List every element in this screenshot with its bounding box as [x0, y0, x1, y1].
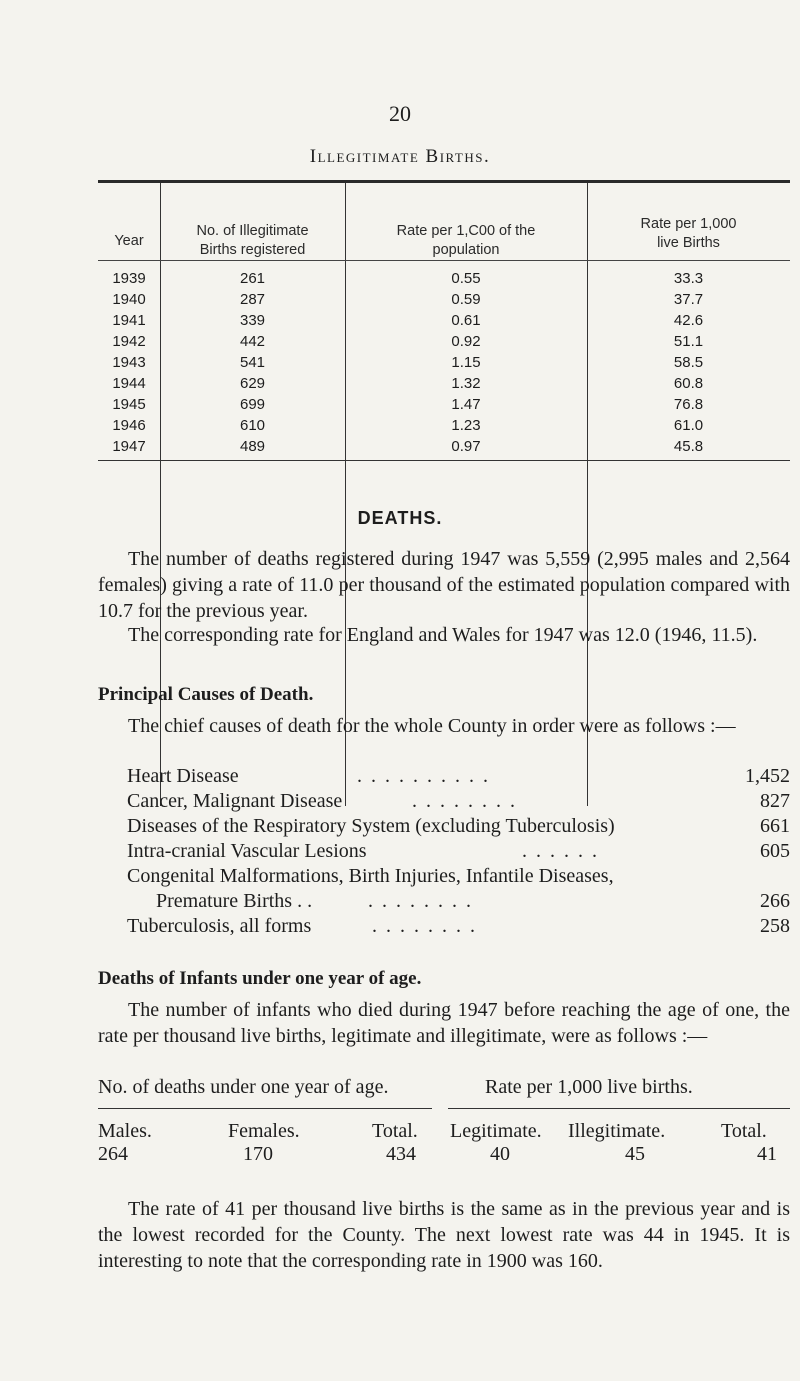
cell-rate-live: 61.0 [673, 417, 704, 434]
cell-births: 339 [239, 312, 266, 329]
cause-label: Tuberculosis, all forms [127, 915, 312, 937]
cause-value: 1,452 [745, 765, 790, 787]
infant-deaths-intro: The number of infants who died during 1947 before reaching the age of one, the rate per thousand live births, legitimate and illegitimate, were as follows :— [98, 999, 790, 1047]
cause-label: Cancer, Malignant Disease [127, 790, 343, 812]
header-births-line1: No. of Illegitimate [196, 223, 309, 239]
cell-births: 287 [239, 291, 266, 308]
leader-dots: . . . . . . . . [412, 790, 517, 812]
col-females: Females. [228, 1120, 300, 1142]
infant-closing-paragraph: The rate of 41 per thousand live births is the same as in the previous year and is the lowest recorded for the County. The next lowest rate was 44 in 1945. It is interesting to note that the corresponding rate in 1900 was 160. [98, 1198, 790, 1272]
infant-deaths-heading: Deaths of Infants under one year of age. [98, 968, 422, 989]
cell-rate-live: 60.8 [673, 375, 704, 392]
deaths-paragraph: The number of deaths registered during 1947 was 5,559 (2,995 males and 2,564 females) giving a rate of 11.0 per thousand of the estimated population compared with 10.7 for the previous year. [98, 548, 790, 622]
list-item [127, 865, 790, 889]
cell-year: 1940 [112, 291, 146, 308]
val-total-rate: 41 [757, 1143, 777, 1165]
cell-year: 1939 [112, 270, 146, 287]
cause-label: Diseases of the Respiratory System (excluding Tuberculosis) [127, 815, 615, 837]
cell-year: 1945 [112, 396, 146, 413]
cause-label: Intra-cranial Vascular Lesions [127, 840, 367, 862]
val-males: 264 [98, 1143, 128, 1165]
cause-label: Heart Disease [127, 765, 239, 787]
cell-rate-pop: 1.15 [451, 354, 481, 371]
cell-births: 442 [239, 333, 266, 350]
group1-rule [98, 1108, 432, 1109]
val-females: 170 [243, 1143, 273, 1165]
cell-rate-live: 42.6 [673, 312, 704, 329]
cell-year: 1943 [112, 354, 146, 371]
table-row [98, 417, 790, 439]
table-row [98, 375, 790, 397]
col-males: Males. [98, 1120, 152, 1142]
section-title: Illegitimate Births. [309, 146, 491, 167]
header-rate-live-line2: live Births [657, 235, 720, 251]
header-rate-population [345, 222, 587, 260]
list-item [156, 890, 790, 914]
table-row [98, 438, 790, 460]
header-rate-pop-line2: population [432, 242, 500, 258]
cell-year: 1941 [112, 312, 146, 329]
cell-births: 629 [239, 375, 266, 392]
principal-causes-heading: Principal Causes of Death. [98, 684, 314, 705]
header-rate-pop-line1: Rate per 1,C00 of the [396, 223, 536, 239]
cell-rate-pop: 0.61 [451, 312, 481, 329]
leader-dots: . . . . . . . . [372, 915, 477, 937]
cause-value: 661 [760, 815, 790, 837]
list-item [127, 840, 790, 864]
list-item [127, 765, 790, 789]
val-legitimate: 40 [490, 1143, 510, 1165]
principal-causes-intro: The chief causes of death for the whole County in order were as follows :— [128, 715, 736, 737]
col-illegitimate: Illegitimate. [568, 1120, 666, 1142]
cell-births: 489 [239, 438, 266, 455]
cell-rate-live: 58.5 [673, 354, 704, 371]
cause-label: Congenital Malformations, Birth Injuries, Infantile Diseases, [127, 865, 614, 887]
cause-value: 605 [760, 840, 790, 862]
table-row [98, 291, 790, 313]
table-row [98, 333, 790, 355]
deaths-heading: DEATHS. [357, 508, 443, 528]
cause-value: 827 [760, 790, 790, 812]
cell-births: 610 [239, 417, 266, 434]
col-total-deaths: Total. [372, 1120, 418, 1142]
cell-rate-pop: 1.32 [451, 375, 481, 392]
cell-rate-pop: 0.92 [451, 333, 481, 350]
cause-value: 258 [760, 915, 790, 937]
leader-dots: . . . . . . . . . . [357, 765, 490, 787]
cause-label: Premature Births . . [156, 890, 313, 912]
cell-rate-pop: 0.59 [451, 291, 481, 308]
table-row [98, 270, 790, 292]
header-year: Year [114, 233, 144, 249]
cell-rate-live: 76.8 [673, 396, 704, 413]
infant-group1-title: No. of deaths under one year of age. [98, 1076, 389, 1098]
table-top-rule [98, 180, 790, 183]
list-item [127, 915, 790, 939]
cell-year: 1942 [112, 333, 146, 350]
cell-rate-pop: 1.47 [451, 396, 481, 413]
group2-rule [448, 1108, 790, 1109]
cell-rate-live: 37.7 [673, 291, 704, 308]
table-row [98, 312, 790, 334]
header-rate-live-line1: Rate per 1,000 [640, 216, 737, 232]
cell-rate-pop: 0.55 [451, 270, 481, 287]
val-illegitimate: 45 [625, 1143, 645, 1165]
header-rule [98, 260, 790, 261]
table-row [98, 354, 790, 376]
cell-rate-pop: 1.23 [451, 417, 481, 434]
cell-year: 1946 [112, 417, 146, 434]
cell-rate-live: 51.1 [673, 333, 704, 350]
header-births-line2: Births registered [199, 242, 306, 258]
leader-dots: . . . . . . [522, 840, 599, 862]
col-total-rate: Total. [721, 1120, 767, 1142]
england-wales-paragraph: The corresponding rate for England and Wales for 1947 was 12.0 (1946, 11.5). [128, 624, 758, 646]
leader-dots: . . . . . . . . [368, 890, 473, 912]
cell-births: 261 [239, 270, 266, 287]
col-legitimate: Legitimate. [450, 1120, 542, 1142]
cell-year: 1947 [112, 438, 146, 455]
cell-births: 541 [239, 354, 266, 371]
cell-births: 699 [239, 396, 266, 413]
cause-value: 266 [760, 890, 790, 912]
cell-rate-live: 45.8 [673, 438, 704, 455]
header-rate-live-births [587, 215, 790, 253]
cell-rate-live: 33.3 [673, 270, 704, 287]
table-row [98, 396, 790, 418]
cell-rate-pop: 0.97 [451, 438, 481, 455]
list-item [127, 790, 790, 814]
val-total-deaths: 434 [386, 1143, 416, 1165]
page-number: 20 [389, 101, 411, 126]
header-births [160, 222, 345, 260]
list-item [127, 815, 790, 839]
cell-year: 1944 [112, 375, 146, 392]
table-bottom-rule [98, 460, 790, 461]
infant-group2-title: Rate per 1,000 live births. [485, 1076, 693, 1098]
